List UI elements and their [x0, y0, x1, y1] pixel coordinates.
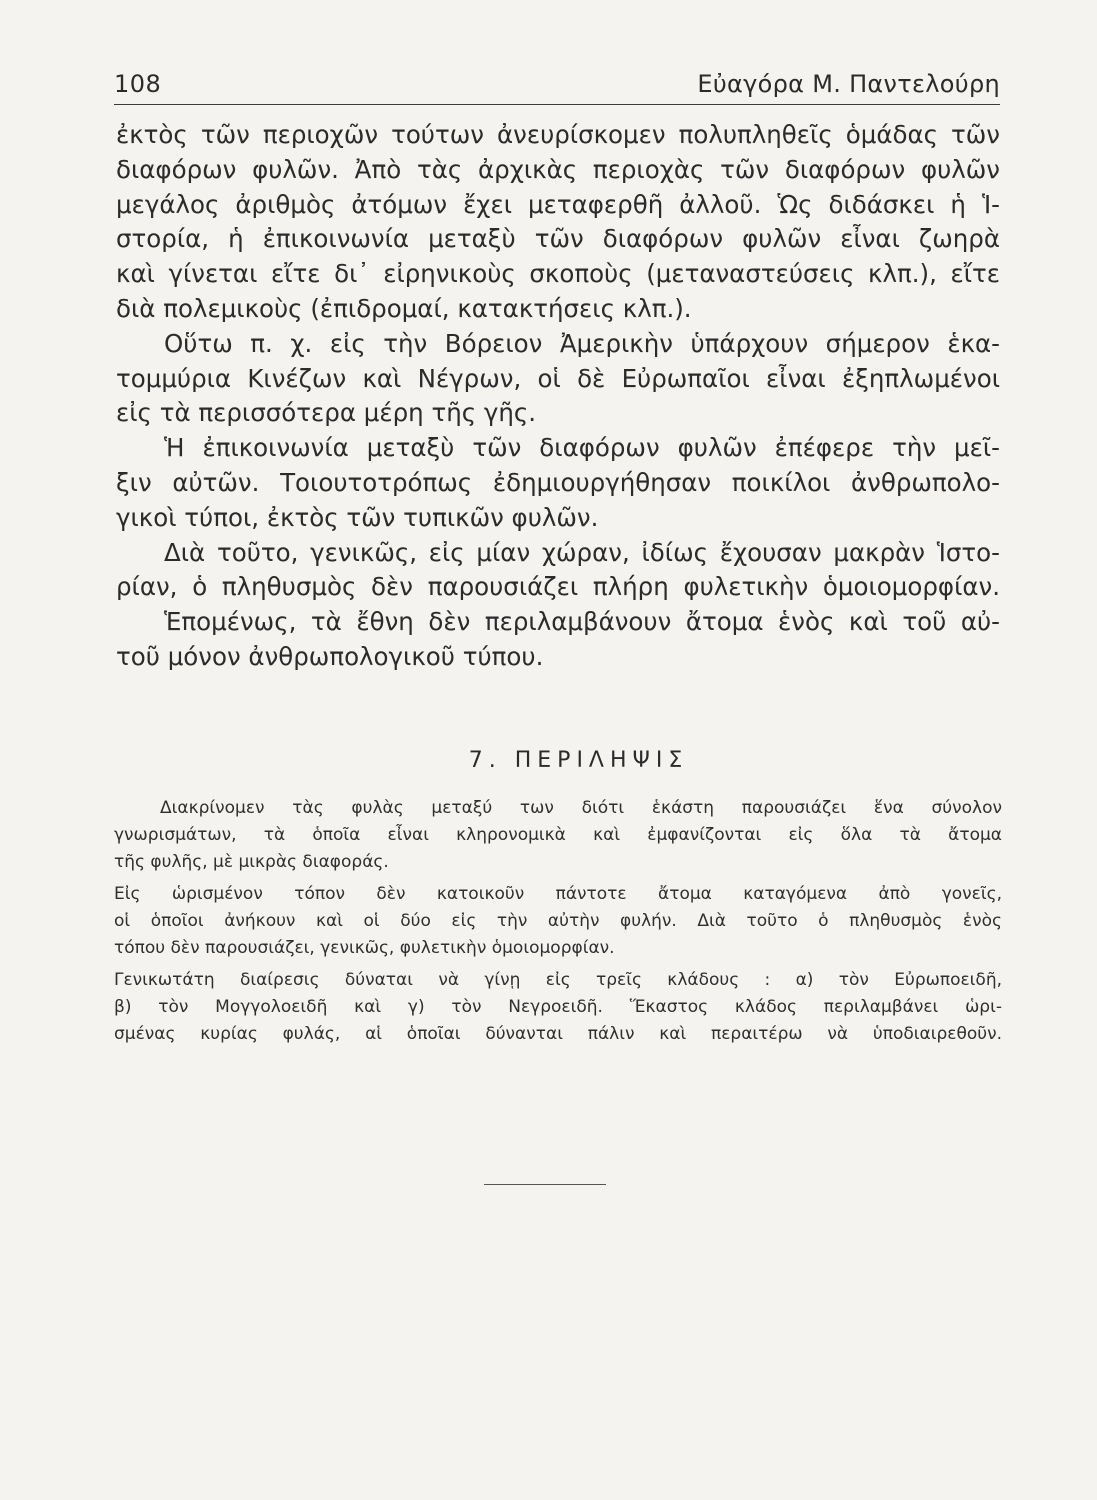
text-line: Ἡ ἐπικοινωνία μεταξὺ τῶν διαφόρων φυλῶν ἐπέφερε τὴν μεῖ-: [164, 433, 1000, 463]
paragraph: [116, 605, 1000, 675]
text-line: διαφόρων φυλῶν. Ἀπὸ τὰς ἀρχικὰς περιοχὰς τῶν διαφόρων φυλῶν: [116, 154, 1000, 184]
text-line: εἰς τὰ περισσότερα μέρη τῆς γῆς.: [116, 398, 537, 428]
end-rule: [484, 1184, 606, 1185]
text-line: β) τὸν Μογγολοειδῆ καὶ γ) τὸν Νεγροειδῆ. Ἕκαστος κλάδος περιλαμβάνει ὡρι-: [114, 997, 1002, 1017]
summary-paragraph: [114, 967, 1002, 1048]
paragraph: [116, 118, 1000, 327]
text-line: τοῦ μόνον ἀνθρωπολογικοῦ τύπου.: [116, 641, 544, 671]
running-head: Εὐαγόρα Μ. Παντελούρη: [697, 70, 1000, 98]
summary-text: [114, 795, 1002, 1053]
text-line: οἱ ὁποῖοι ἀνήκουν καὶ οἱ δύο εἰς τὴν αὐτὴν φυλήν. Διὰ τοῦτο ὁ πληθυσμὸς ἑνὸς: [114, 911, 1002, 931]
page-header: [114, 66, 1000, 100]
paragraph: [116, 327, 1000, 431]
header-rule: [114, 104, 1000, 105]
paragraph: [116, 536, 1000, 606]
text-line: τῆς φυλῆς, μὲ μικρὰς διαφοράς.: [114, 852, 389, 872]
text-line: Διακρίνομεν τὰς φυλὰς μεταξύ των διότι ἑκάστη παρουσιάζει ἕνα σύνολον: [160, 798, 1002, 818]
text-line: διὰ πολεμικοὺς (ἐπιδρομαί, κατακτήσεις κλπ.).: [116, 293, 692, 323]
main-text: [116, 118, 1000, 675]
summary-paragraph: [114, 795, 1002, 876]
text-line: μεγάλος ἀριθμὸς ἀτόμων ἔχει μεταφερθῆ ἀλλοῦ. Ὡς διδάσκει ἡ Ἱ-: [116, 189, 1000, 219]
text-line: Οὕτω π. χ. εἰς τὴν Βόρειον Ἀμερικὴν ὑπάρχουν σήμερον ἑκα-: [164, 328, 1000, 358]
text-line: στορία, ἡ ἐπικοινωνία μεταξὺ τῶν διαφόρων φυλῶν εἶναι ζωηρὰ: [116, 224, 1000, 254]
text-line: ρίαν, ὁ πληθυσμὸς δὲν παρουσιάζει πλήρη φυλετικὴν ὁμοιομορφίαν.: [116, 572, 1000, 602]
text-line: τομμύρια Κινέζων καὶ Νέγρων, οἱ δὲ Εὐρωπαῖοι εἶναι ἐξηπλωμένοι: [116, 363, 1000, 393]
section-heading: 7. ΠΕΡΙΛΗΨΙΣ: [468, 748, 689, 773]
text-line: Εἰς ὡρισμένον τόπον δὲν κατοικοῦν πάντοτε ἄτομα καταγόμενα ἀπὸ γονεῖς,: [114, 884, 1002, 904]
text-line: Γενικωτάτη διαίρεσις δύναται νὰ γίνῃ εἰς τρεῖς κλάδους : α) τὸν Εὐρωποειδῆ,: [114, 970, 1002, 990]
text-line: Διὰ τοῦτο, γενικῶς, εἰς μίαν χώραν, ἰδίως ἔχουσαν μακρὰν Ἱστο-: [164, 537, 1000, 567]
summary-paragraph: [114, 881, 1002, 962]
page-number: 108: [114, 70, 162, 98]
text-line: ξιν αὐτῶν. Τοιουτοτρόπως ἐδημιουργήθησαν ποικίλοι ἀνθρωπολο-: [116, 467, 1000, 497]
text-line: Ἑπομένως, τὰ ἔθνη δὲν περιλαμβάνουν ἄτομα ἑνὸς καὶ τοῦ αὐ-: [164, 607, 1000, 637]
text-line: ἐκτὸς τῶν περιοχῶν τούτων ἀνευρίσκομεν πολυπληθεῖς ὁμάδας τῶν: [116, 120, 1000, 149]
paragraph: [116, 431, 1000, 535]
text-line: τόπου δὲν παρουσιάζει, γενικῶς, φυλετικὴν ὁμοιομορφίαν.: [114, 938, 615, 958]
text-line: γικοὶ τύποι, ἐκτὸς τῶν τυπικῶν φυλῶν.: [116, 502, 599, 532]
text-line: σμένας κυρίας φυλάς, αἱ ὁποῖαι δύνανται πάλιν καὶ περαιτέρω νὰ ὑποδιαιρεθοῦν.: [114, 1024, 1002, 1044]
text-line: γνωρισμάτων, τὰ ὁποῖα εἶναι κληρονομικὰ καὶ ἐμφανίζονται εἰς ὅλα τὰ ἄτομα: [114, 825, 1002, 845]
text-line: καὶ γίνεται εἴτε δι᾽ εἰρηνικοὺς σκοποὺς (μεταναστεύσεις κλπ.), εἴτε: [116, 259, 1000, 289]
